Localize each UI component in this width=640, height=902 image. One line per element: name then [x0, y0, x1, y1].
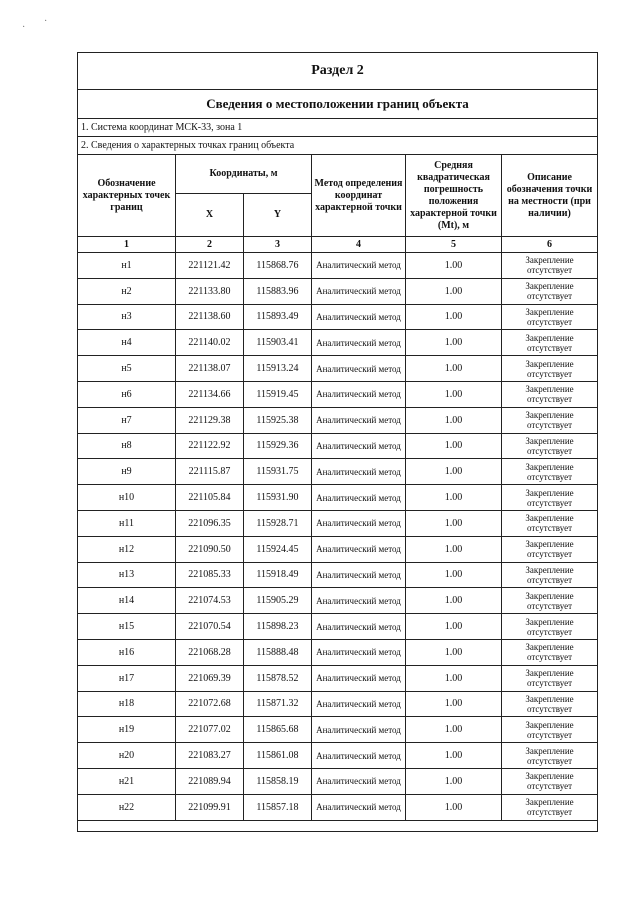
x-coordinate-cell: 221077.02 [176, 717, 244, 743]
error-cell: 1.00 [406, 614, 502, 640]
method-cell: Аналитический метод [312, 485, 406, 511]
x-coordinate-cell: 221090.50 [176, 536, 244, 562]
x-coordinate-cell: 221105.84 [176, 485, 244, 511]
method-cell: Аналитический метод [312, 794, 406, 820]
y-coordinate-cell: 115871.32 [244, 691, 312, 717]
points-heading-line: 2. Сведения о характерных точках границ объекта [78, 137, 598, 155]
y-coordinate-cell: 115868.76 [244, 253, 312, 279]
description-cell: Закрепление отсутствует [502, 407, 598, 433]
table-row [78, 381, 598, 407]
section-title: Раздел 2 [78, 53, 598, 90]
method-cell: Аналитический метод [312, 278, 406, 304]
point-id-cell: н3 [78, 304, 176, 330]
description-cell: Закрепление отсутствует [502, 794, 598, 820]
error-cell: 1.00 [406, 691, 502, 717]
table-row [78, 794, 598, 820]
y-coordinate-cell: 115865.68 [244, 717, 312, 743]
x-coordinate-cell: 221115.87 [176, 459, 244, 485]
table-row [78, 433, 598, 459]
method-cell: Аналитический метод [312, 304, 406, 330]
description-cell: Закрепление отсутствует [502, 330, 598, 356]
table-row [78, 459, 598, 485]
method-cell: Аналитический метод [312, 614, 406, 640]
point-id-cell: н17 [78, 665, 176, 691]
method-cell: Аналитический метод [312, 691, 406, 717]
method-cell: Аналитический метод [312, 407, 406, 433]
x-coordinate-cell: 221089.94 [176, 768, 244, 794]
scan-speck: · [44, 16, 48, 27]
y-coordinate-cell: 115913.24 [244, 356, 312, 382]
error-cell: 1.00 [406, 459, 502, 485]
table-row [78, 639, 598, 665]
x-coordinate-cell: 221140.02 [176, 330, 244, 356]
point-id-cell: н12 [78, 536, 176, 562]
x-coordinate-cell: 221099.91 [176, 794, 244, 820]
error-cell: 1.00 [406, 743, 502, 769]
description-cell: Закрепление отсутствует [502, 691, 598, 717]
x-coordinate-cell: 221129.38 [176, 407, 244, 433]
point-id-cell: н18 [78, 691, 176, 717]
y-coordinate-cell: 115928.71 [244, 510, 312, 536]
error-cell: 1.00 [406, 253, 502, 279]
method-cell: Аналитический метод [312, 562, 406, 588]
point-id-cell: н13 [78, 562, 176, 588]
point-id-cell: н9 [78, 459, 176, 485]
error-cell: 1.00 [406, 407, 502, 433]
point-id-cell: н1 [78, 253, 176, 279]
error-cell: 1.00 [406, 639, 502, 665]
table-row [78, 253, 598, 279]
y-coordinate-cell: 115857.18 [244, 794, 312, 820]
table-row [78, 717, 598, 743]
description-cell: Закрепление отсутствует [502, 304, 598, 330]
x-coordinate-cell: 221138.60 [176, 304, 244, 330]
description-cell: Закрепление отсутствует [502, 665, 598, 691]
point-id-cell: н16 [78, 639, 176, 665]
table-row [78, 665, 598, 691]
point-id-cell: н15 [78, 614, 176, 640]
point-id-cell: н11 [78, 510, 176, 536]
description-cell: Закрепление отсутствует [502, 614, 598, 640]
x-coordinate-cell: 221122.92 [176, 433, 244, 459]
method-cell: Аналитический метод [312, 356, 406, 382]
col-number: 3 [244, 237, 312, 253]
error-cell: 1.00 [406, 536, 502, 562]
scan-speck: · [22, 22, 26, 33]
col-number: 1 [78, 237, 176, 253]
x-coordinate-cell: 221133.80 [176, 278, 244, 304]
point-id-cell: н14 [78, 588, 176, 614]
method-cell: Аналитический метод [312, 381, 406, 407]
x-coordinate-cell: 221096.35 [176, 510, 244, 536]
error-cell: 1.00 [406, 562, 502, 588]
table-row [78, 330, 598, 356]
coordinate-system-line: 1. Система координат МСК-33, зона 1 [78, 119, 598, 137]
description-cell: Закрепление отсутствует [502, 381, 598, 407]
table-row [78, 356, 598, 382]
y-coordinate-cell: 115898.23 [244, 614, 312, 640]
table-row [78, 407, 598, 433]
description-cell: Закрепление отсутствует [502, 588, 598, 614]
error-cell: 1.00 [406, 433, 502, 459]
x-coordinate-cell: 221074.53 [176, 588, 244, 614]
table-row [78, 691, 598, 717]
col-number: 4 [312, 237, 406, 253]
description-cell: Закрепление отсутствует [502, 278, 598, 304]
description-cell: Закрепление отсутствует [502, 459, 598, 485]
table-row [78, 743, 598, 769]
point-id-cell: н2 [78, 278, 176, 304]
method-cell: Аналитический метод [312, 639, 406, 665]
table-row [78, 536, 598, 562]
y-coordinate-cell: 115919.45 [244, 381, 312, 407]
table-row [78, 510, 598, 536]
y-coordinate-cell: 115924.45 [244, 536, 312, 562]
y-coordinate-cell: 115878.52 [244, 665, 312, 691]
description-cell: Закрепление отсутствует [502, 510, 598, 536]
y-coordinate-cell: 115883.96 [244, 278, 312, 304]
point-id-cell: н20 [78, 743, 176, 769]
y-coordinate-cell: 115888.48 [244, 639, 312, 665]
y-coordinate-cell: 115893.49 [244, 304, 312, 330]
error-cell: 1.00 [406, 278, 502, 304]
y-coordinate-cell: 115931.90 [244, 485, 312, 511]
x-coordinate-cell: 221134.66 [176, 381, 244, 407]
x-coordinate-cell: 221070.54 [176, 614, 244, 640]
description-cell: Закрепление отсутствует [502, 562, 598, 588]
y-coordinate-cell: 115918.49 [244, 562, 312, 588]
point-id-cell: н4 [78, 330, 176, 356]
x-coordinate-cell: 221083.27 [176, 743, 244, 769]
header-description: Описание обозначения точки на местности (при наличии) [502, 155, 598, 237]
description-cell: Закрепление отсутствует [502, 717, 598, 743]
error-cell: 1.00 [406, 356, 502, 382]
boundary-points-table [77, 52, 598, 832]
header-x: X [176, 194, 244, 237]
header-error: Средняя квадратическая погрешность положения характерной точки (Mt), м [406, 155, 502, 237]
y-coordinate-cell: 115861.08 [244, 743, 312, 769]
col-number: 6 [502, 237, 598, 253]
error-cell: 1.00 [406, 768, 502, 794]
table-row [78, 562, 598, 588]
y-coordinate-cell: 115903.41 [244, 330, 312, 356]
x-coordinate-cell: 221072.68 [176, 691, 244, 717]
point-id-cell: н19 [78, 717, 176, 743]
point-id-cell: н7 [78, 407, 176, 433]
point-id-cell: н8 [78, 433, 176, 459]
method-cell: Аналитический метод [312, 330, 406, 356]
method-cell: Аналитический метод [312, 588, 406, 614]
method-cell: Аналитический метод [312, 253, 406, 279]
error-cell: 1.00 [406, 381, 502, 407]
description-cell: Закрепление отсутствует [502, 536, 598, 562]
method-cell: Аналитический метод [312, 536, 406, 562]
table-row [78, 614, 598, 640]
header-y: Y [244, 194, 312, 237]
error-cell: 1.00 [406, 794, 502, 820]
error-cell: 1.00 [406, 588, 502, 614]
boundary-table-sheet [77, 52, 597, 832]
point-id-cell: н5 [78, 356, 176, 382]
y-coordinate-cell: 115905.29 [244, 588, 312, 614]
header-point: Обозначение характерных точек границ [78, 155, 176, 237]
point-id-cell: н10 [78, 485, 176, 511]
description-cell: Закрепление отсутствует [502, 639, 598, 665]
description-cell: Закрепление отсутствует [502, 743, 598, 769]
x-coordinate-cell: 221138.07 [176, 356, 244, 382]
table-row [78, 588, 598, 614]
method-cell: Аналитический метод [312, 510, 406, 536]
method-cell: Аналитический метод [312, 433, 406, 459]
description-cell: Закрепление отсутствует [502, 485, 598, 511]
x-coordinate-cell: 221069.39 [176, 665, 244, 691]
description-cell: Закрепление отсутствует [502, 253, 598, 279]
empty-footer-cell [78, 820, 598, 831]
method-cell: Аналитический метод [312, 459, 406, 485]
header-coords: Координаты, м [176, 155, 312, 194]
point-id-cell: н21 [78, 768, 176, 794]
col-number: 5 [406, 237, 502, 253]
description-cell: Закрепление отсутствует [502, 356, 598, 382]
error-cell: 1.00 [406, 304, 502, 330]
table-row [78, 304, 598, 330]
table-footer-row [78, 820, 598, 831]
method-cell: Аналитический метод [312, 717, 406, 743]
y-coordinate-cell: 115929.36 [244, 433, 312, 459]
point-id-cell: н22 [78, 794, 176, 820]
section-subtitle: Сведения о местоположении границ объекта [78, 90, 598, 119]
error-cell: 1.00 [406, 717, 502, 743]
error-cell: 1.00 [406, 330, 502, 356]
error-cell: 1.00 [406, 510, 502, 536]
description-cell: Закрепление отсутствует [502, 768, 598, 794]
col-number: 2 [176, 237, 244, 253]
table-row [78, 485, 598, 511]
table-row [78, 768, 598, 794]
y-coordinate-cell: 115858.19 [244, 768, 312, 794]
error-cell: 1.00 [406, 665, 502, 691]
x-coordinate-cell: 221068.28 [176, 639, 244, 665]
y-coordinate-cell: 115931.75 [244, 459, 312, 485]
method-cell: Аналитический метод [312, 743, 406, 769]
description-cell: Закрепление отсутствует [502, 433, 598, 459]
y-coordinate-cell: 115925.38 [244, 407, 312, 433]
x-coordinate-cell: 221085.33 [176, 562, 244, 588]
error-cell: 1.00 [406, 485, 502, 511]
table-row [78, 278, 598, 304]
method-cell: Аналитический метод [312, 768, 406, 794]
method-cell: Аналитический метод [312, 665, 406, 691]
header-method: Метод определения координат характерной точки [312, 155, 406, 237]
point-id-cell: н6 [78, 381, 176, 407]
x-coordinate-cell: 221121.42 [176, 253, 244, 279]
